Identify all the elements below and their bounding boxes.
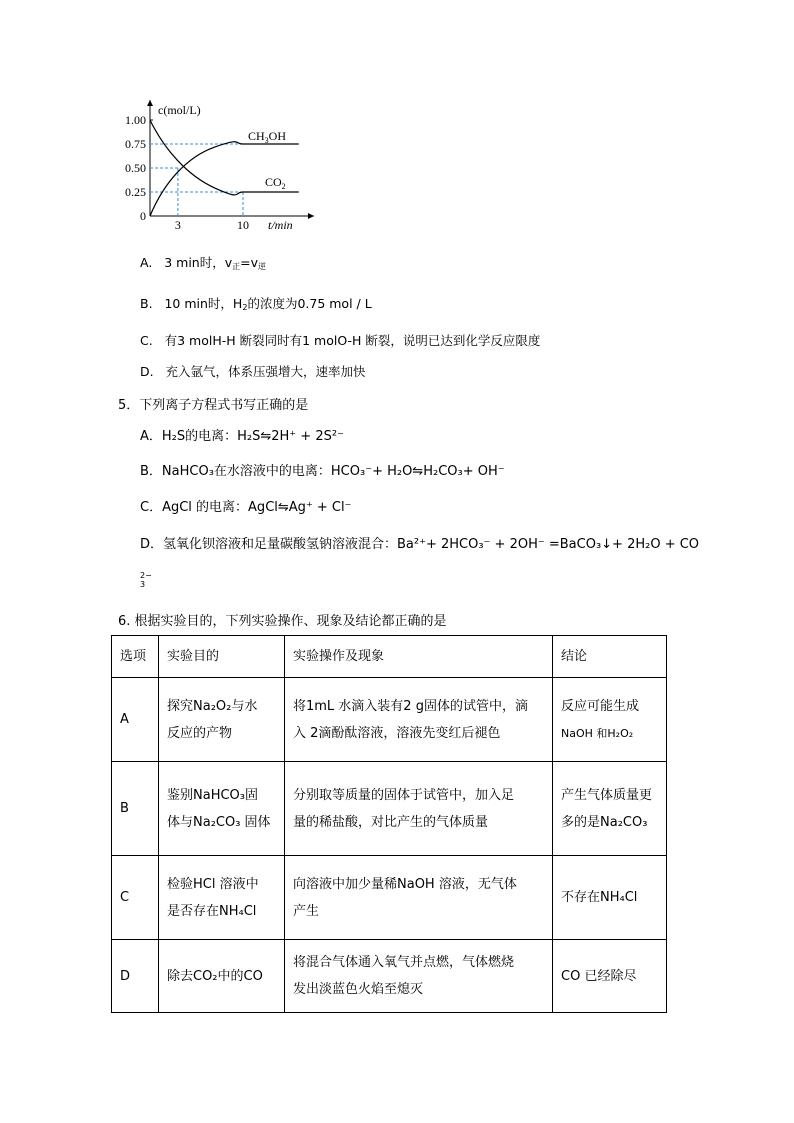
row-purpose: 探究Na₂O₂与水 反应的产物: [159, 678, 285, 762]
q6-table: [111, 635, 667, 1013]
series-label-co2: $CO_2$: [265, 175, 286, 191]
row-purpose: 检验HCl 溶液中 是否存在NH₄Cl: [159, 856, 285, 940]
header-purpose: 实验目的: [159, 636, 285, 678]
x-tick-label: 3: [174, 218, 181, 232]
row-conclusion: CO 已经除尽: [553, 940, 667, 1013]
q5-option-d-continuation: 2− 3: [140, 571, 152, 589]
q5-option-d: D．氢氧化钡溶液和足量碳酸氢钠溶液混合：Ba²⁺+ 2HCO₃⁻ + 2OH⁻ =BaCO₃↓+ 2H₂O + CO: [140, 537, 700, 552]
header-operation: 实验操作及现象: [285, 636, 553, 678]
header-conclusion: 结论: [553, 636, 667, 678]
table-row: [112, 678, 667, 762]
row-purpose: 除去CO₂中的CO: [159, 940, 285, 1013]
q4-option-a: A. 3 min时，$v_正=v_逆$: [140, 255, 267, 271]
row-purpose: 鉴别NaHCO₃固 体与Na₂CO₃ 固体: [159, 762, 285, 856]
table-row: [112, 940, 667, 1013]
row-conclusion: 不存在NH₄Cl: [553, 856, 667, 940]
table-row: [112, 762, 667, 856]
q4-option-d: D. 充入氩气，体系压强增大，速率加快: [140, 364, 366, 379]
q5-stem: 5．下列离子方程式书写正确的是: [118, 398, 309, 413]
row-operation: 分别取等质量的固体于试管中，加入足 量的稀盐酸，对比产生的气体质量: [285, 762, 553, 856]
table-header-row: [112, 636, 667, 678]
row-option: B: [112, 762, 159, 856]
series-label-ch3oh: $CH_3OH$: [248, 129, 287, 145]
y-tick-label: 0: [140, 209, 146, 223]
x-tick-label: 10: [237, 218, 249, 232]
row-option: A: [112, 678, 159, 762]
row-conclusion: 产生气体质量更 多的是Na₂CO₃: [553, 762, 667, 856]
q5-option-b: B．NaHCO₃在水溶液中的电离：HCO₃⁻+ H₂O⇋H₂CO₃+ OH⁻: [140, 464, 505, 479]
y-tick-label: 1.00: [125, 113, 146, 127]
q6-stem: 6. 根据实验目的，下列实验操作、现象及结论都正确的是: [118, 614, 447, 629]
q4-option-b: B. 10 min时，$H_2$的浓度为0.75 mol / L: [140, 296, 372, 312]
row-operation: 向溶液中加少量稀NaOH 溶液，无气体 产生: [285, 856, 553, 940]
q5-option-c: C．AgCl 的电离：AgCl⇋Ag⁺ + Cl⁻: [140, 500, 352, 515]
row-conclusion: 反应可能生成 NaOH 和H₂O₂: [553, 678, 667, 762]
q5-option-a: A．H₂S的电离：H₂S⇋2H⁺ + 2S²⁻: [140, 429, 344, 444]
row-option: D: [112, 940, 159, 1013]
row-operation: 将1mL 水滴入装有2 g固体的试管中，滴 入 2滴酚酞溶液，溶液先变红后褪色: [285, 678, 553, 762]
table-row: [112, 856, 667, 940]
concentration-time-chart: [118, 96, 318, 236]
y-axis-label: c(mol/L): [158, 103, 201, 117]
x-axis-label: t/min: [268, 218, 293, 232]
y-tick-label: 0.50: [125, 161, 146, 175]
row-option: C: [112, 856, 159, 940]
q4-option-c: C. 有3 molH-H 断裂同时有1 molO-H 断裂，说明已达到化学反应限度: [140, 333, 541, 348]
header-option: 选项: [112, 636, 159, 678]
y-tick-label: 0.75: [125, 137, 146, 151]
y-tick-label: 0.25: [125, 185, 146, 199]
row-operation: 将混合气体通入氧气并点燃，气体燃烧 发出淡蓝色火焰至熄灭: [285, 940, 553, 1013]
